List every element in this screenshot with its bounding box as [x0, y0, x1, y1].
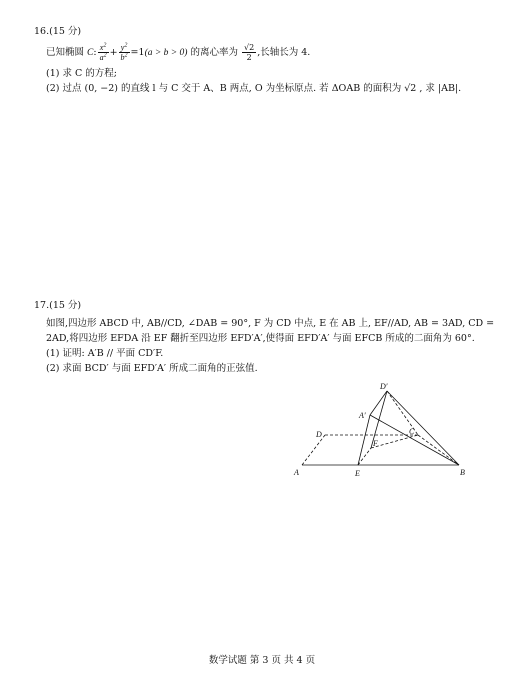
- label-A1: A′: [359, 411, 366, 420]
- q16-eq: =1: [130, 47, 145, 58]
- q16-cond: (a > b > 0): [144, 48, 188, 58]
- label-E: E: [355, 469, 360, 478]
- edge-D1-B: [387, 391, 459, 465]
- q16-two: 2: [246, 53, 252, 62]
- q16-sqrt2: √2: [244, 43, 255, 52]
- label-B: B: [460, 468, 465, 477]
- label-D1: D′: [380, 382, 388, 391]
- label-D: D: [316, 430, 322, 439]
- edge-A1-D1: [370, 391, 387, 415]
- page-footer: 数学试题 第 3 页 共 4 页: [208, 655, 316, 666]
- q16-tail: ,长轴长为 4.: [257, 47, 311, 58]
- label-A: A: [294, 468, 299, 477]
- q17-line1: 如图,四边形 ABCD 中, AB//CD, ∠DAB = 90°, F 为 CD 中点, E 在 AB 上, EF//AD, AB = 3AD, CD =: [46, 318, 495, 329]
- q16-colon: :: [93, 47, 97, 58]
- q16-ecc-text: 的离心率为: [187, 47, 242, 58]
- q16-ecc-frac: [242, 43, 256, 62]
- q16-curve-name: C: [87, 48, 94, 58]
- edge-F-C: [371, 435, 418, 448]
- q16-intro: 已知椭圆: [46, 47, 88, 58]
- q16-header: 16.(15 分): [34, 26, 82, 37]
- edge-C-B: [418, 435, 459, 465]
- q16-frac-x: $\frac{x^2}{a^2}$: [99, 42, 107, 62]
- q17-header: 17.(15 分): [34, 300, 82, 311]
- q16-part2: (2) 过点 (0, −2) 的直线 l 与 C 交于 A、B 两点, O 为坐标原点. 若 ΔOAB 的面积为 √2 , 求 |AB|.: [46, 83, 462, 94]
- edge-A-D: [302, 435, 325, 465]
- q17-line2: 2AD,将四边形 EFDA 沿 EF 翻折至四边形 EFD′A′,使得面 EFD′A′ 与面 EFCB 所成的二面角为 60°.: [46, 333, 475, 344]
- q16-frac-y: $\frac{y^2}{b^2}$: [120, 42, 128, 62]
- label-F: F: [373, 439, 378, 448]
- edge-A1-B: [370, 415, 459, 465]
- q16-stem: [46, 43, 310, 62]
- edge-E-F: [358, 448, 371, 465]
- label-C: C: [409, 427, 415, 436]
- q16-part1: (1) 求 C 的方程;: [46, 68, 117, 79]
- q16-plus: +: [109, 47, 118, 58]
- q17-part1: (1) 证明: A′B // 平面 CD′F.: [46, 348, 164, 359]
- edge-E-A1: [358, 415, 370, 465]
- q17-part2: (2) 求面 BCD′ 与面 EFD′A′ 所成二面角的正弦值.: [46, 363, 258, 374]
- edge-D1-F: [371, 391, 387, 448]
- edge-D1-C: [387, 391, 418, 435]
